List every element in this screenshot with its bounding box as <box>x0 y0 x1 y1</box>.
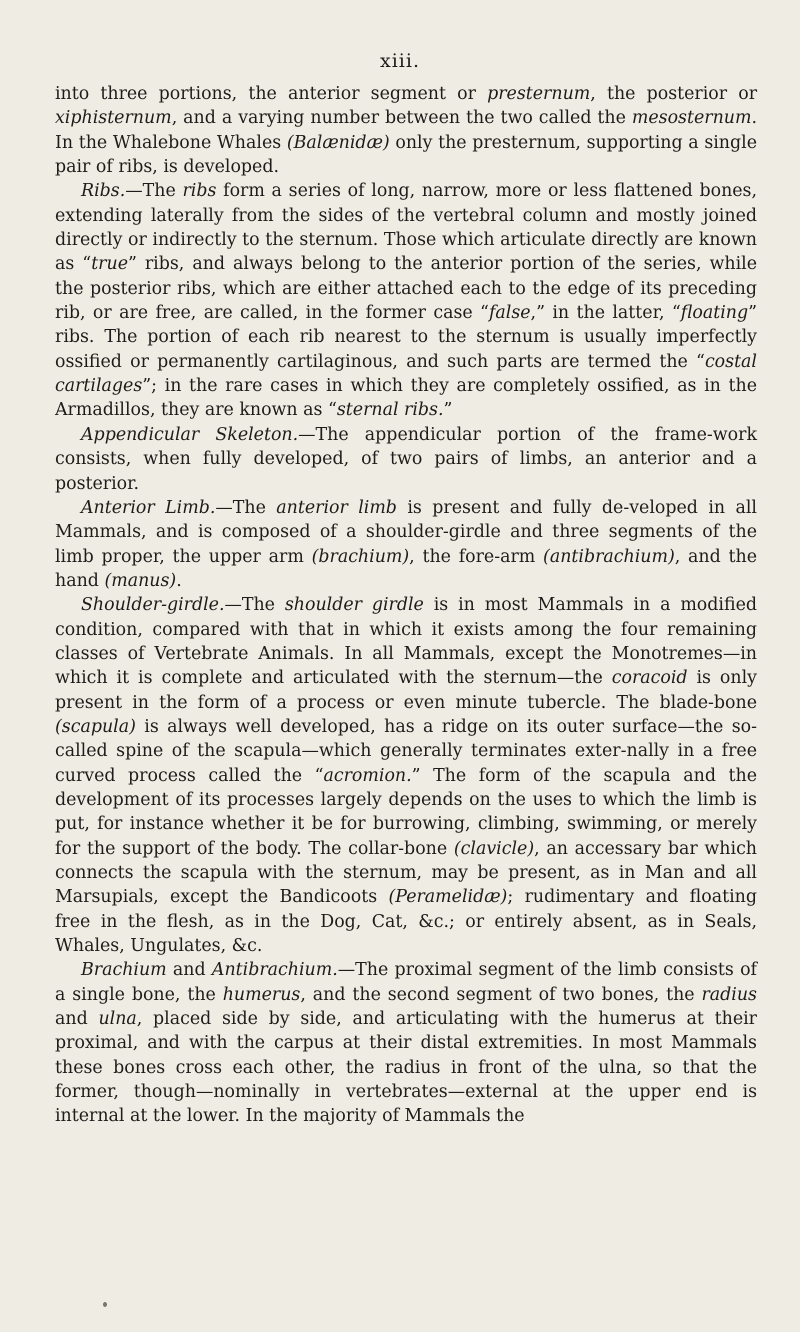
italic-term: xiphisternum <box>55 108 172 129</box>
paragraph-brachium-antibrachium <box>55 958 757 1128</box>
page-number: xiii. <box>380 50 420 72</box>
paragraph-intro <box>55 82 757 179</box>
italic-term: true <box>91 254 128 275</box>
text-run: only the presternum, supporting a single pair of ribs, is developed. <box>55 132 757 178</box>
text-run: —The <box>224 595 285 616</box>
text-run: , placed side by side, and articulating with the humerus at their proximal, and with the carpus at their distal extremities. In most Mammals these bones cross each other, the radius in front of the ulna, so that the former, though—nominally in vertebrates—external at the upper end is internal at the lower. In the majority of Mammals the <box>55 1009 757 1127</box>
italic-term: Ribs. <box>81 181 126 202</box>
text-run: and <box>55 1009 99 1030</box>
text-run: ”; in the rare cases in which they are completely ossified, as in the Armadillos, they are known as “ <box>55 376 757 421</box>
paragraph-shoulder-girdle <box>55 593 757 958</box>
italic-term: Brachium <box>81 960 167 981</box>
text-run: —The proximal segment of the limb consists of a single bone, the <box>55 960 757 1005</box>
italic-term: (brachium) <box>311 546 410 567</box>
text-run: —The <box>215 497 277 518</box>
italic-term: (antibrachium) <box>543 546 675 567</box>
italic-term: ulna <box>98 1009 137 1030</box>
text-run: ” ribs. The portion of each rib nearest to the sternum is usually imperfectly ossified or permanently cartilaginous, and such parts are termed the “ <box>55 303 757 372</box>
italic-term: coracoid <box>611 668 688 689</box>
italic-term: ribs <box>182 181 217 202</box>
text-run: , the posterior or <box>590 84 758 104</box>
italic-term: Anterior Limb. <box>81 497 216 518</box>
text-run: , the fore-arm <box>409 546 544 567</box>
text-run: —The <box>125 181 183 202</box>
paper-speck <box>103 1302 107 1307</box>
text-run: is in most Mammals in a modified condition, compared with that in which it exists among the four remaining classes of Vertebrate Animals. In all Mammals, except the Monotremes—in which it is complete and articulated with the sternum—the <box>55 595 757 689</box>
text-run: . <box>176 570 182 591</box>
text-run: , and a varying number between the two called the <box>171 108 632 129</box>
italic-term: presternum <box>487 84 591 104</box>
paragraph-ribs <box>55 179 757 422</box>
italic-term: false <box>488 303 531 324</box>
text-run: —The appendicular portion of the frame-work consists, when fully developed, of two pairs of limbs, an anterior and a posterior. <box>55 424 757 494</box>
text-run: , and the hand <box>55 546 757 591</box>
text-run: is only present in the form of a process or even minute tubercle. The blade-bone <box>55 668 757 713</box>
text-run: and <box>166 960 212 981</box>
italic-term: Shoulder-girdle. <box>81 595 225 616</box>
italic-term: radius <box>701 984 757 1005</box>
italic-term: sternal ribs. <box>336 400 444 421</box>
italic-term: (manus) <box>104 570 177 591</box>
text-run: . In the Whalebone Whales <box>55 108 757 153</box>
italic-term: anterior limb <box>276 497 397 518</box>
text-run: is present and fully de-veloped in all Mammals, and is composed of a shoulder-girdle and three segments of the limb proper, the upper arm <box>55 497 757 567</box>
italic-term: acromion. <box>323 765 412 786</box>
paragraph-appendicular-skeleton <box>55 423 757 496</box>
italic-term: mesosternum <box>631 108 752 129</box>
italic-term: humerus <box>222 984 301 1005</box>
text-run: ” ribs, and always belong to the anterior portion of the series, while the posterior ribs, which are either attached each to the edge of its preceding rib, or are free, are called, in the former case “ <box>55 254 757 324</box>
text-run: is always well developed, has a ridge on its outer surface—the so-called spine of the scapula—which generally terminates exter-nally in a free curved process called the “ <box>55 716 757 786</box>
italic-term: (clavicle) <box>453 838 535 859</box>
text-run: into three portions, the anterior segment or <box>55 84 488 104</box>
text-run: form a series of long, narrow, more or less flattened bones, extending laterally from the sides of the vertebral column and mostly joined directly or indirectly to the sternum. Those which articulate directly are known as “ <box>55 181 758 275</box>
text-run: ,” in the latter, “ <box>530 303 681 324</box>
text-run: ” The form of the scapula and the development of its processes largely depends on the uses to which the limb is put, for instance whether it be for burrowing, climbing, swimming, or merely for the support of the body. The collar-bone <box>55 765 757 859</box>
italic-term: floating <box>680 303 749 324</box>
italic-term: Appendicular Skeleton. <box>81 424 299 445</box>
text-run: , and the second segment of two bones, the <box>300 984 702 1005</box>
italic-term: shoulder girdle <box>284 595 424 616</box>
paragraph-anterior-limb <box>55 496 757 593</box>
text-run: ; rudimentary and floating free in the flesh, as in the Dog, Cat, &c.; or entirely absent, as in Seals, Whales, Ungulates, &c. <box>55 887 758 957</box>
italic-term: (Balænidæ) <box>286 132 390 153</box>
italic-term: Antibrachium. <box>211 960 338 981</box>
italic-term: (scapula) <box>55 716 136 737</box>
body-text <box>55 82 757 1129</box>
italic-term: costal cartilages <box>55 351 757 397</box>
text-run: ” <box>443 400 453 421</box>
italic-term: (Peramelidæ) <box>388 887 508 908</box>
text-run: , an accessary bar which connects the scapula with the sternum, may be present, as in Man and all Marsupials, except the Bandicoots <box>55 838 758 908</box>
